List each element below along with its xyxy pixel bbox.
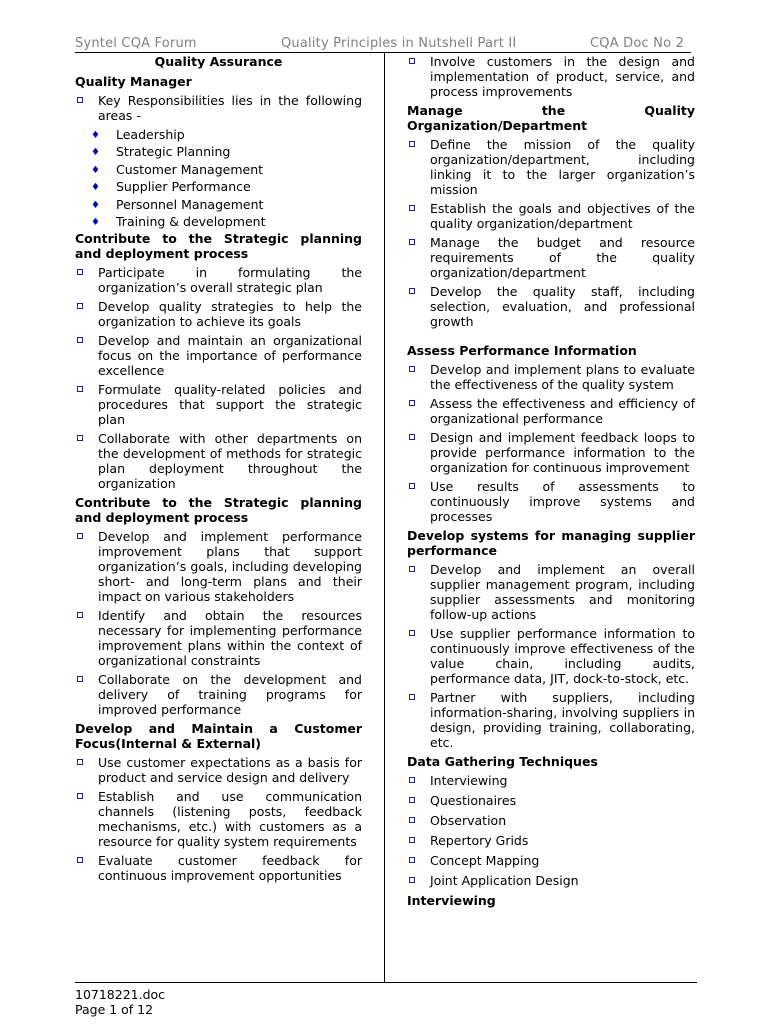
list-item: Participate in formulating the organization’s overall strategic plan: [75, 265, 362, 295]
heading-assess-performance: Assess Performance Information: [407, 343, 637, 358]
manager-list: [75, 93, 362, 123]
page-footer: [75, 982, 697, 1017]
left-column: [75, 54, 362, 887]
list-item: Formulate quality-related policies and procedures that support the strategic plan: [75, 382, 362, 427]
list-item: ♦ Customer Management: [75, 162, 362, 177]
list-item: ♦ Strategic Planning: [75, 144, 362, 159]
list-item: Develop and implement plans to evaluate the effectiveness of the quality system: [407, 362, 695, 392]
list-item: Repertory Grids: [407, 833, 695, 848]
strategic-list-2: [75, 529, 362, 717]
list-item: Assess the effectiveness and efficiency of organizational performance: [407, 396, 695, 426]
footer-page-number: Page 1 of 12: [75, 1002, 154, 1017]
list-item: Develop the quality staff, including selection, evaluation, and professional growth: [407, 284, 695, 329]
heading-data-gathering: Data Gathering Techniques: [407, 754, 598, 769]
list-item: Establish and use communication channels (listening posts, feedback mechanisms, etc.) with customers as a resource for quality system requirements: [75, 789, 362, 849]
list-item: Joint Application Design: [407, 873, 695, 888]
heading-interviewing: Interviewing: [407, 893, 496, 908]
continued-list: [407, 54, 695, 99]
list-item: ♦ Leadership: [75, 127, 362, 142]
heading-manage-quality: Manage the Quality Organization/Department: [407, 103, 695, 133]
list-item: Establish the goals and objectives of the quality organization/department: [407, 201, 695, 231]
list-item: Use customer expectations as a basis for product and service design and delivery: [75, 755, 362, 785]
list-item: ♦ Supplier Performance: [75, 179, 362, 194]
list-item: Evaluate customer feedback for continuous improvement opportunities: [75, 853, 362, 883]
heading-strategic-planning-2: Contribute to the Strategic planning and deployment process: [75, 495, 362, 526]
list-item: Develop quality strategies to help the organization to achieve its goals: [75, 299, 362, 329]
column-divider: [384, 53, 385, 983]
right-column: [407, 54, 695, 908]
list-item: Use supplier performance information to continuously improve effectiveness of the value chain, including audits, performance data, JIT, dock-to-stock, etc.: [407, 626, 695, 686]
header-forum: Syntel CQA Forum: [75, 36, 197, 51]
list-item: Design and implement feedback loops to provide performance information to the organization for continuous improvement: [407, 430, 695, 475]
list-item: Collaborate on the development and delivery of training programs for improved performance: [75, 672, 362, 717]
list-item: Observation: [407, 813, 695, 828]
list-item: Key Responsibilities lies in the following areas -: [75, 93, 362, 123]
page-header: [75, 36, 691, 53]
heading-supplier-performance: Develop systems for managing supplier performance: [407, 528, 695, 558]
section-title: Quality Assurance: [154, 54, 283, 69]
list-item: Questionaires: [407, 793, 695, 808]
list-item: Manage the budget and resource requirements of the quality organization/department: [407, 235, 695, 280]
list-item: Develop and maintain an organizational focus on the importance of performance excellence: [75, 333, 362, 378]
customer-list: [75, 755, 362, 883]
header-doc-title: Quality Principles in Nutshell Part II: [281, 36, 517, 51]
list-item: Identify and obtain the resources necessary for implementing performance improvement plans within the context of organizational constraints: [75, 608, 362, 668]
list-item: Involve customers in the design and implementation of product, service, and process improvements: [407, 54, 695, 99]
strategic-list: [75, 265, 362, 491]
list-item: ♦ Training & development: [75, 214, 362, 229]
list-item: Concept Mapping: [407, 853, 695, 868]
list-item: Partner with suppliers, including information-sharing, involving suppliers in design, providing training, collaborating, etc.: [407, 690, 695, 750]
list-item: Define the mission of the quality organization/department, including linking it to the larger organization’s mission: [407, 137, 695, 197]
heading-quality-manager: Quality Manager: [75, 74, 192, 89]
list-item: ♦ Personnel Management: [75, 197, 362, 212]
supplier-list: [407, 562, 695, 750]
data-techniques-list: [407, 773, 695, 888]
list-item: Develop and implement performance improvement plans that support organization’s goals, including developing short- and long-term plans and their impact on various stakeholders: [75, 529, 362, 604]
assess-list: [407, 362, 695, 524]
header-doc-number: CQA Doc No 2: [590, 36, 685, 51]
list-item: Interviewing: [407, 773, 695, 788]
heading-strategic-planning: Contribute to the Strategic planning and deployment process: [75, 231, 362, 262]
list-item: Use results of assessments to continuously improve systems and processes: [407, 479, 695, 524]
list-item: Develop and implement an overall supplier management program, including supplier assessments and monitoring follow-up actions: [407, 562, 695, 622]
manage-list: [407, 137, 695, 329]
heading-customer-focus: Develop and Maintain a Customer Focus(Internal & External): [75, 721, 362, 752]
footer-filename: 10718221.doc: [75, 987, 166, 1002]
list-item: Collaborate with other departments on the development of methods for strategic plan deployment throughout the organization: [75, 431, 362, 491]
responsibilities-list: [75, 127, 362, 229]
